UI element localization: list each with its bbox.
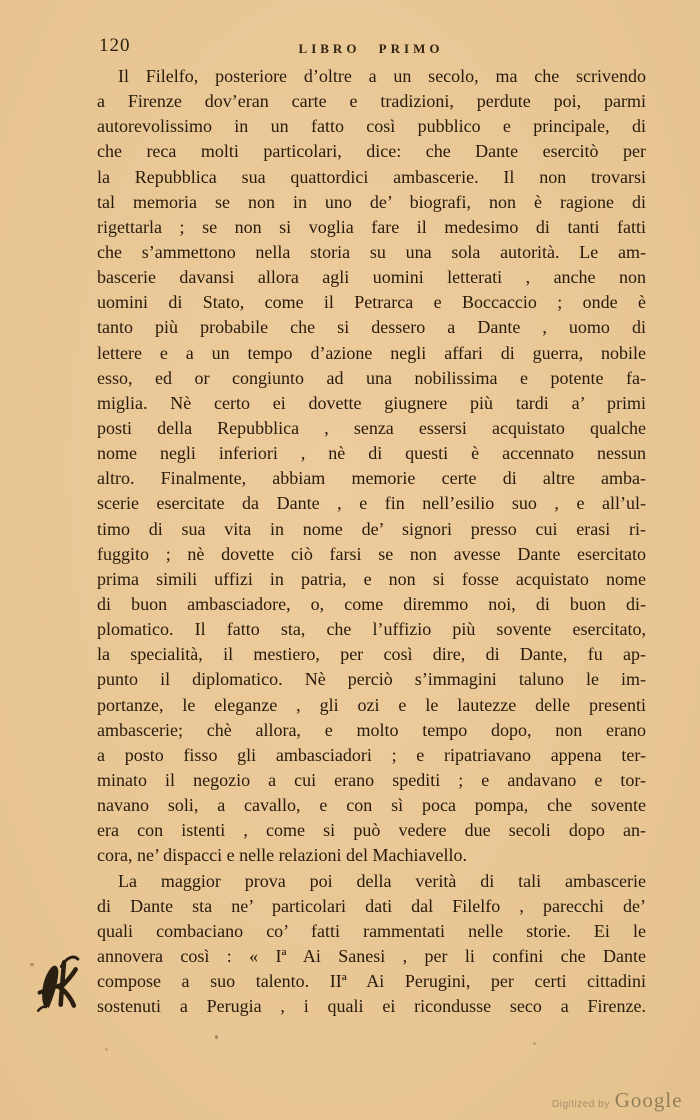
text-line: nome negli inferiori , nè di questi è accennato nessun — [97, 443, 646, 464]
text-line: era con istenti , come si può vedere due secoli dopo an- — [97, 820, 646, 841]
text-line: che s’ammettono nella storia su una sola autorità. Le am- — [97, 241, 646, 262]
ink-speck — [215, 1035, 218, 1039]
text-line: plomatico. Il fatto sta, che l’uffizio più sovente esercitato, — [97, 619, 646, 640]
text-line: la specialità, il mestiero, per così dire, di Dante, fu ap- — [97, 644, 646, 665]
text-line: a posto fisso gli ambasciadori ; e ripatriavano appena ter- — [97, 744, 646, 765]
text-line: uomini di Stato, come il Petrarca e Boccaccio ; onde è — [97, 292, 646, 313]
text-line: compose a suo talento. IIª Ai Perugini, per certi cittadini — [97, 971, 646, 992]
text-line: lettere e a un tempo d’azione negli affari di guerra, nobile — [97, 342, 646, 363]
ink-speck — [105, 1048, 108, 1051]
text-line: autorevolissimo in un fatto così pubblico e principale, di — [97, 116, 646, 137]
page-number: 120 — [99, 35, 131, 56]
text-line: quali combaciano co’ fatti rammentati nelle storie. Ei le — [97, 920, 646, 941]
text-line: esso, ed or congiunto ad una nobilissima e potente fa- — [97, 367, 646, 388]
text-line: che reca molti particolari, dice: che Dante esercitò per — [97, 141, 646, 162]
watermark-prefix: Digitized by — [552, 1099, 610, 1110]
text-line: di Dante sta ne’ particolari dati dal Filelfo , parecchi de’ — [97, 895, 646, 916]
text-line: cora, ne’ dispacci e nelle relazioni del Machiavello. — [97, 845, 467, 866]
text-line: rigettarla ; se non si voglia fare il medesimo di tanti fatti — [97, 216, 646, 237]
text-line: timo di sua vita in nome de’ signori presso cui erasi ri- — [97, 518, 646, 539]
google-watermark — [552, 1088, 683, 1113]
text-line: punto il diplomatico. Nè perciò s’immagini taluno le im- — [97, 669, 646, 690]
page-body — [97, 64, 646, 1019]
ink-speck — [30, 963, 34, 966]
text-line: la Repubblica sua quattordici ambascerie. Il non trovarsi — [97, 166, 646, 187]
running-header: LIBRO PRIMO — [298, 41, 444, 56]
ink-speck — [533, 1042, 536, 1045]
google-logo: Google — [614, 1088, 683, 1112]
text-line: bascerie davansi allora agli uomini letterati , anche non — [97, 267, 646, 288]
text-line: di buon ambasciadore, o, come diremmo noi, di buon di- — [97, 593, 646, 614]
text-line: ambascerie; chè allora, e molto tempo dopo, non erano — [97, 719, 646, 740]
text-line: navano soli, a cavallo, e con sì poca pompa, che sovente — [97, 795, 646, 816]
text-line: Il Filelfo, posteriore d’oltre a un secolo, ma che scrivendo — [118, 66, 646, 86]
text-line: a Firenze dov’eran carte e tradizioni, perdute poi, parmi — [97, 91, 646, 112]
text-line: portanze, le eleganze , gli ozi e le lautezze delle presenti — [97, 694, 646, 715]
text-line: miglia. Nè certo ei dovette giugnere più tardi a’ primi — [97, 392, 646, 413]
text-line: tal memoria se non in uno de’ biografi, non è ragione di — [97, 191, 646, 212]
text-line: prima simili uffizi in patria, e non si fosse acquistato nome — [97, 568, 646, 589]
text-line: annovera così : « Iª Ai Sanesi , per li confini che Dante — [97, 945, 646, 966]
text-line: tanto più probabile che si dessero a Dante , uomo di — [97, 317, 646, 338]
text-line: minato il negozio a cui erano spediti ; e andavano e tor- — [97, 769, 646, 790]
handwritten-ink-mark — [27, 952, 86, 1018]
text-line: fuggito ; nè dovette ciò farsi se non avesse Dante esercitato — [97, 543, 646, 564]
text-line: La maggior prova poi della verità di tali ambascerie — [118, 870, 646, 891]
text-line: posti della Repubblica , senza essersi acquistato qualche — [97, 417, 646, 438]
text-line: scerie esercitate da Dante , e fin nell’esilio suo , e all’ul- — [97, 493, 646, 514]
text-line: altro. Finalmente, abbiam memorie certe di altre amba- — [97, 468, 646, 489]
text-line: sostenuti a Perugia , i quali ei ricondusse seco a Firenze. — [97, 996, 646, 1017]
